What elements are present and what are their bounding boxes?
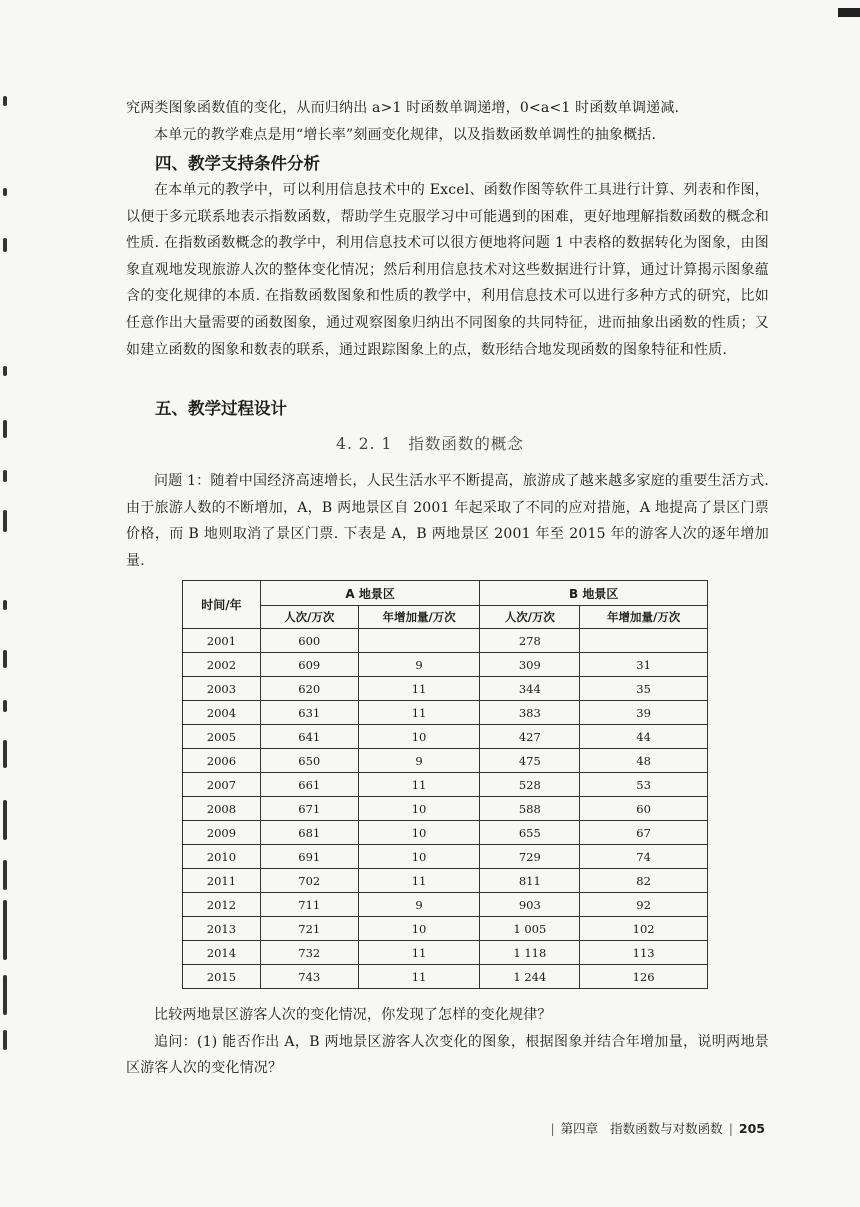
header-group-b: B 地景区 (480, 581, 708, 606)
cell-a-increase: 10 (358, 797, 480, 821)
paragraph-block-top (126, 95, 769, 148)
table-row (183, 821, 708, 845)
cell-year: 2006 (183, 749, 261, 773)
cell-b-visits: 729 (480, 845, 580, 869)
footer-divider: | (550, 1121, 555, 1136)
cell-b-visits: 903 (480, 893, 580, 917)
cell-a-visits: 671 (260, 797, 358, 821)
heading-section-4: 四、教学支持条件分析 (155, 154, 320, 173)
table-row (183, 653, 708, 677)
cell-year: 2001 (183, 629, 261, 653)
table-row (183, 845, 708, 869)
cell-year: 2014 (183, 941, 261, 965)
footer-chapter: 第四章 (560, 1121, 599, 1136)
page-number: 205 (738, 1121, 765, 1136)
cell-b-increase: 82 (580, 869, 708, 893)
header-b-increase: 年增加量/万次 (580, 606, 708, 629)
paragraph-block-bottom (126, 1002, 769, 1082)
cell-year: 2002 (183, 653, 261, 677)
cell-b-visits: 1 244 (480, 965, 580, 989)
cell-a-visits: 661 (260, 773, 358, 797)
table-row (183, 749, 708, 773)
page-footer (544, 1119, 765, 1137)
header-a-increase: 年增加量/万次 (358, 606, 480, 629)
cell-a-increase: 11 (358, 869, 480, 893)
cell-b-visits: 383 (480, 701, 580, 725)
cell-b-increase: 126 (580, 965, 708, 989)
heading-section-5: 五、教学过程设计 (155, 399, 287, 418)
cell-a-increase: 11 (358, 773, 480, 797)
cell-a-increase: 9 (358, 653, 480, 677)
cell-a-increase: 10 (358, 725, 480, 749)
scan-left-edge (0, 0, 14, 1207)
cell-b-increase: 39 (580, 701, 708, 725)
cell-b-visits: 811 (480, 869, 580, 893)
cell-year: 2012 (183, 893, 261, 917)
cell-year: 2003 (183, 677, 261, 701)
footer-chapter-title: 指数函数与对数函数 (610, 1121, 723, 1136)
cell-year: 2010 (183, 845, 261, 869)
cell-a-increase: 10 (358, 917, 480, 941)
subsection-name: 指数函数的概念 (408, 435, 524, 453)
cell-b-increase (580, 629, 708, 653)
cell-year: 2005 (183, 725, 261, 749)
cell-a-increase: 11 (358, 677, 480, 701)
table-row (183, 701, 708, 725)
table-row (183, 965, 708, 989)
cell-a-visits: 702 (260, 869, 358, 893)
cell-b-visits: 475 (480, 749, 580, 773)
cell-year: 2004 (183, 701, 261, 725)
paragraph-follow-up: 追问：(1) 能否作出 A，B 两地景区游客人次变化的图象，根据图象并结合年增加量，说明两地景区游客人次的变化情况？ (126, 1033, 769, 1077)
tourist-data-table (182, 580, 708, 989)
cell-b-visits: 278 (480, 629, 580, 653)
footer-divider: | (728, 1121, 733, 1136)
cell-b-increase: 48 (580, 749, 708, 773)
cell-year: 2011 (183, 869, 261, 893)
cell-b-increase: 102 (580, 917, 708, 941)
cell-year: 2007 (183, 773, 261, 797)
cell-a-increase: 11 (358, 701, 480, 725)
cell-b-visits: 344 (480, 677, 580, 701)
subsection-title (0, 432, 860, 454)
cell-a-increase: 9 (358, 749, 480, 773)
table-row (183, 773, 708, 797)
header-group-a: A 地景区 (260, 581, 480, 606)
cell-b-increase: 113 (580, 941, 708, 965)
cell-a-visits: 691 (260, 845, 358, 869)
cell-a-visits: 743 (260, 965, 358, 989)
cell-year: 2008 (183, 797, 261, 821)
cell-b-increase: 60 (580, 797, 708, 821)
table-row (183, 677, 708, 701)
paragraph-block-support (126, 177, 769, 363)
cell-b-visits: 655 (480, 821, 580, 845)
header-b-visits: 人次/万次 (480, 606, 580, 629)
cell-b-increase: 53 (580, 773, 708, 797)
table-row (183, 629, 708, 653)
cell-b-increase: 74 (580, 845, 708, 869)
cell-b-increase: 31 (580, 653, 708, 677)
cell-a-increase: 9 (358, 893, 480, 917)
table-body (183, 629, 708, 989)
cell-a-visits: 620 (260, 677, 358, 701)
table-row (183, 797, 708, 821)
cell-a-visits: 681 (260, 821, 358, 845)
cell-b-visits: 1 005 (480, 917, 580, 941)
paragraph-difficulty: 本单元的教学难点是用“增长率”刻画变化规律，以及指数函数单调性的抽象概括. (154, 126, 657, 143)
subsection-number: 4. 2. 1 (336, 435, 393, 453)
cell-b-increase: 92 (580, 893, 708, 917)
cell-a-increase (358, 629, 480, 653)
table-row (183, 893, 708, 917)
table-row (183, 917, 708, 941)
cell-a-increase: 11 (358, 941, 480, 965)
paragraph-problem-1: 问题 1：随着中国经济高速增长，人民生活水平不断提高，旅游成了越来越多家庭的重要生活方式. 由于旅游人数的不断增加，A，B 两地景区自 2001 年起采取了不同的应对措施，A 地提高了景区门票价格，而 B 地则取消了景区门票. 下表是 A，B 两地景区 2001 年至 2015 年的游客人次的逐年增加量. (126, 473, 769, 569)
table-row (183, 869, 708, 893)
cell-a-visits: 609 (260, 653, 358, 677)
cell-a-visits: 641 (260, 725, 358, 749)
paragraph-it-support: 在本单元的教学中，可以利用信息技术中的 Excel、函数作图等软件工具进行计算、列表和作图，以便于多元联系地表示指数函数，帮助学生克服学习中可能遇到的困难，更好地理解指数函数的概念和性质. 在指数函数概念的教学中，利用信息技术可以很方便地将问题 1 中表格的数据转化为图象，由图象直观地发现旅游人次的整体变化情况；然后利用信息技术对这些数据进行计算，通过计算揭示图象蕴含的变化规律的本质. 在指数函数图象和性质的教学中，利用信息技术可以进行多种方式的研究，比如任意作出大量需要的函数图象，通过观察图象归纳出不同图象的共同特征，进而抽象出函数的性质；又如建立函数的图象和数表的联系，通过跟踪图象上的点，数形结合地发现函数的图象特征和性质. (126, 182, 769, 358)
cell-a-visits: 631 (260, 701, 358, 725)
cell-b-increase: 35 (580, 677, 708, 701)
cell-b-visits: 427 (480, 725, 580, 749)
table-row (183, 725, 708, 749)
cell-b-increase: 67 (580, 821, 708, 845)
cell-a-increase: 10 (358, 845, 480, 869)
cell-b-visits: 528 (480, 773, 580, 797)
cell-a-increase: 10 (358, 821, 480, 845)
cell-b-visits: 1 118 (480, 941, 580, 965)
paragraph-compare: 比较两地景区游客人次的变化情况，你发现了怎样的变化规律？ (154, 1007, 552, 1023)
cell-a-increase: 11 (358, 965, 480, 989)
cell-year: 2013 (183, 917, 261, 941)
cell-a-visits: 732 (260, 941, 358, 965)
cell-b-increase: 44 (580, 725, 708, 749)
cell-a-visits: 650 (260, 749, 358, 773)
cell-a-visits: 711 (260, 893, 358, 917)
cell-a-visits: 721 (260, 917, 358, 941)
cell-year: 2009 (183, 821, 261, 845)
header-year: 时间/年 (183, 581, 261, 629)
cell-b-visits: 588 (480, 797, 580, 821)
cell-year: 2015 (183, 965, 261, 989)
cell-b-visits: 309 (480, 653, 580, 677)
scan-corner-mark (838, 8, 860, 17)
paragraph-monotonicity: 究两类图象函数值的变化，从而归纳出 a>1 时函数单调递增，0<a<1 时函数单调递减. (126, 100, 680, 116)
table-row (183, 941, 708, 965)
header-a-visits: 人次/万次 (260, 606, 358, 629)
paragraph-block-problem (126, 468, 769, 574)
cell-a-visits: 600 (260, 629, 358, 653)
